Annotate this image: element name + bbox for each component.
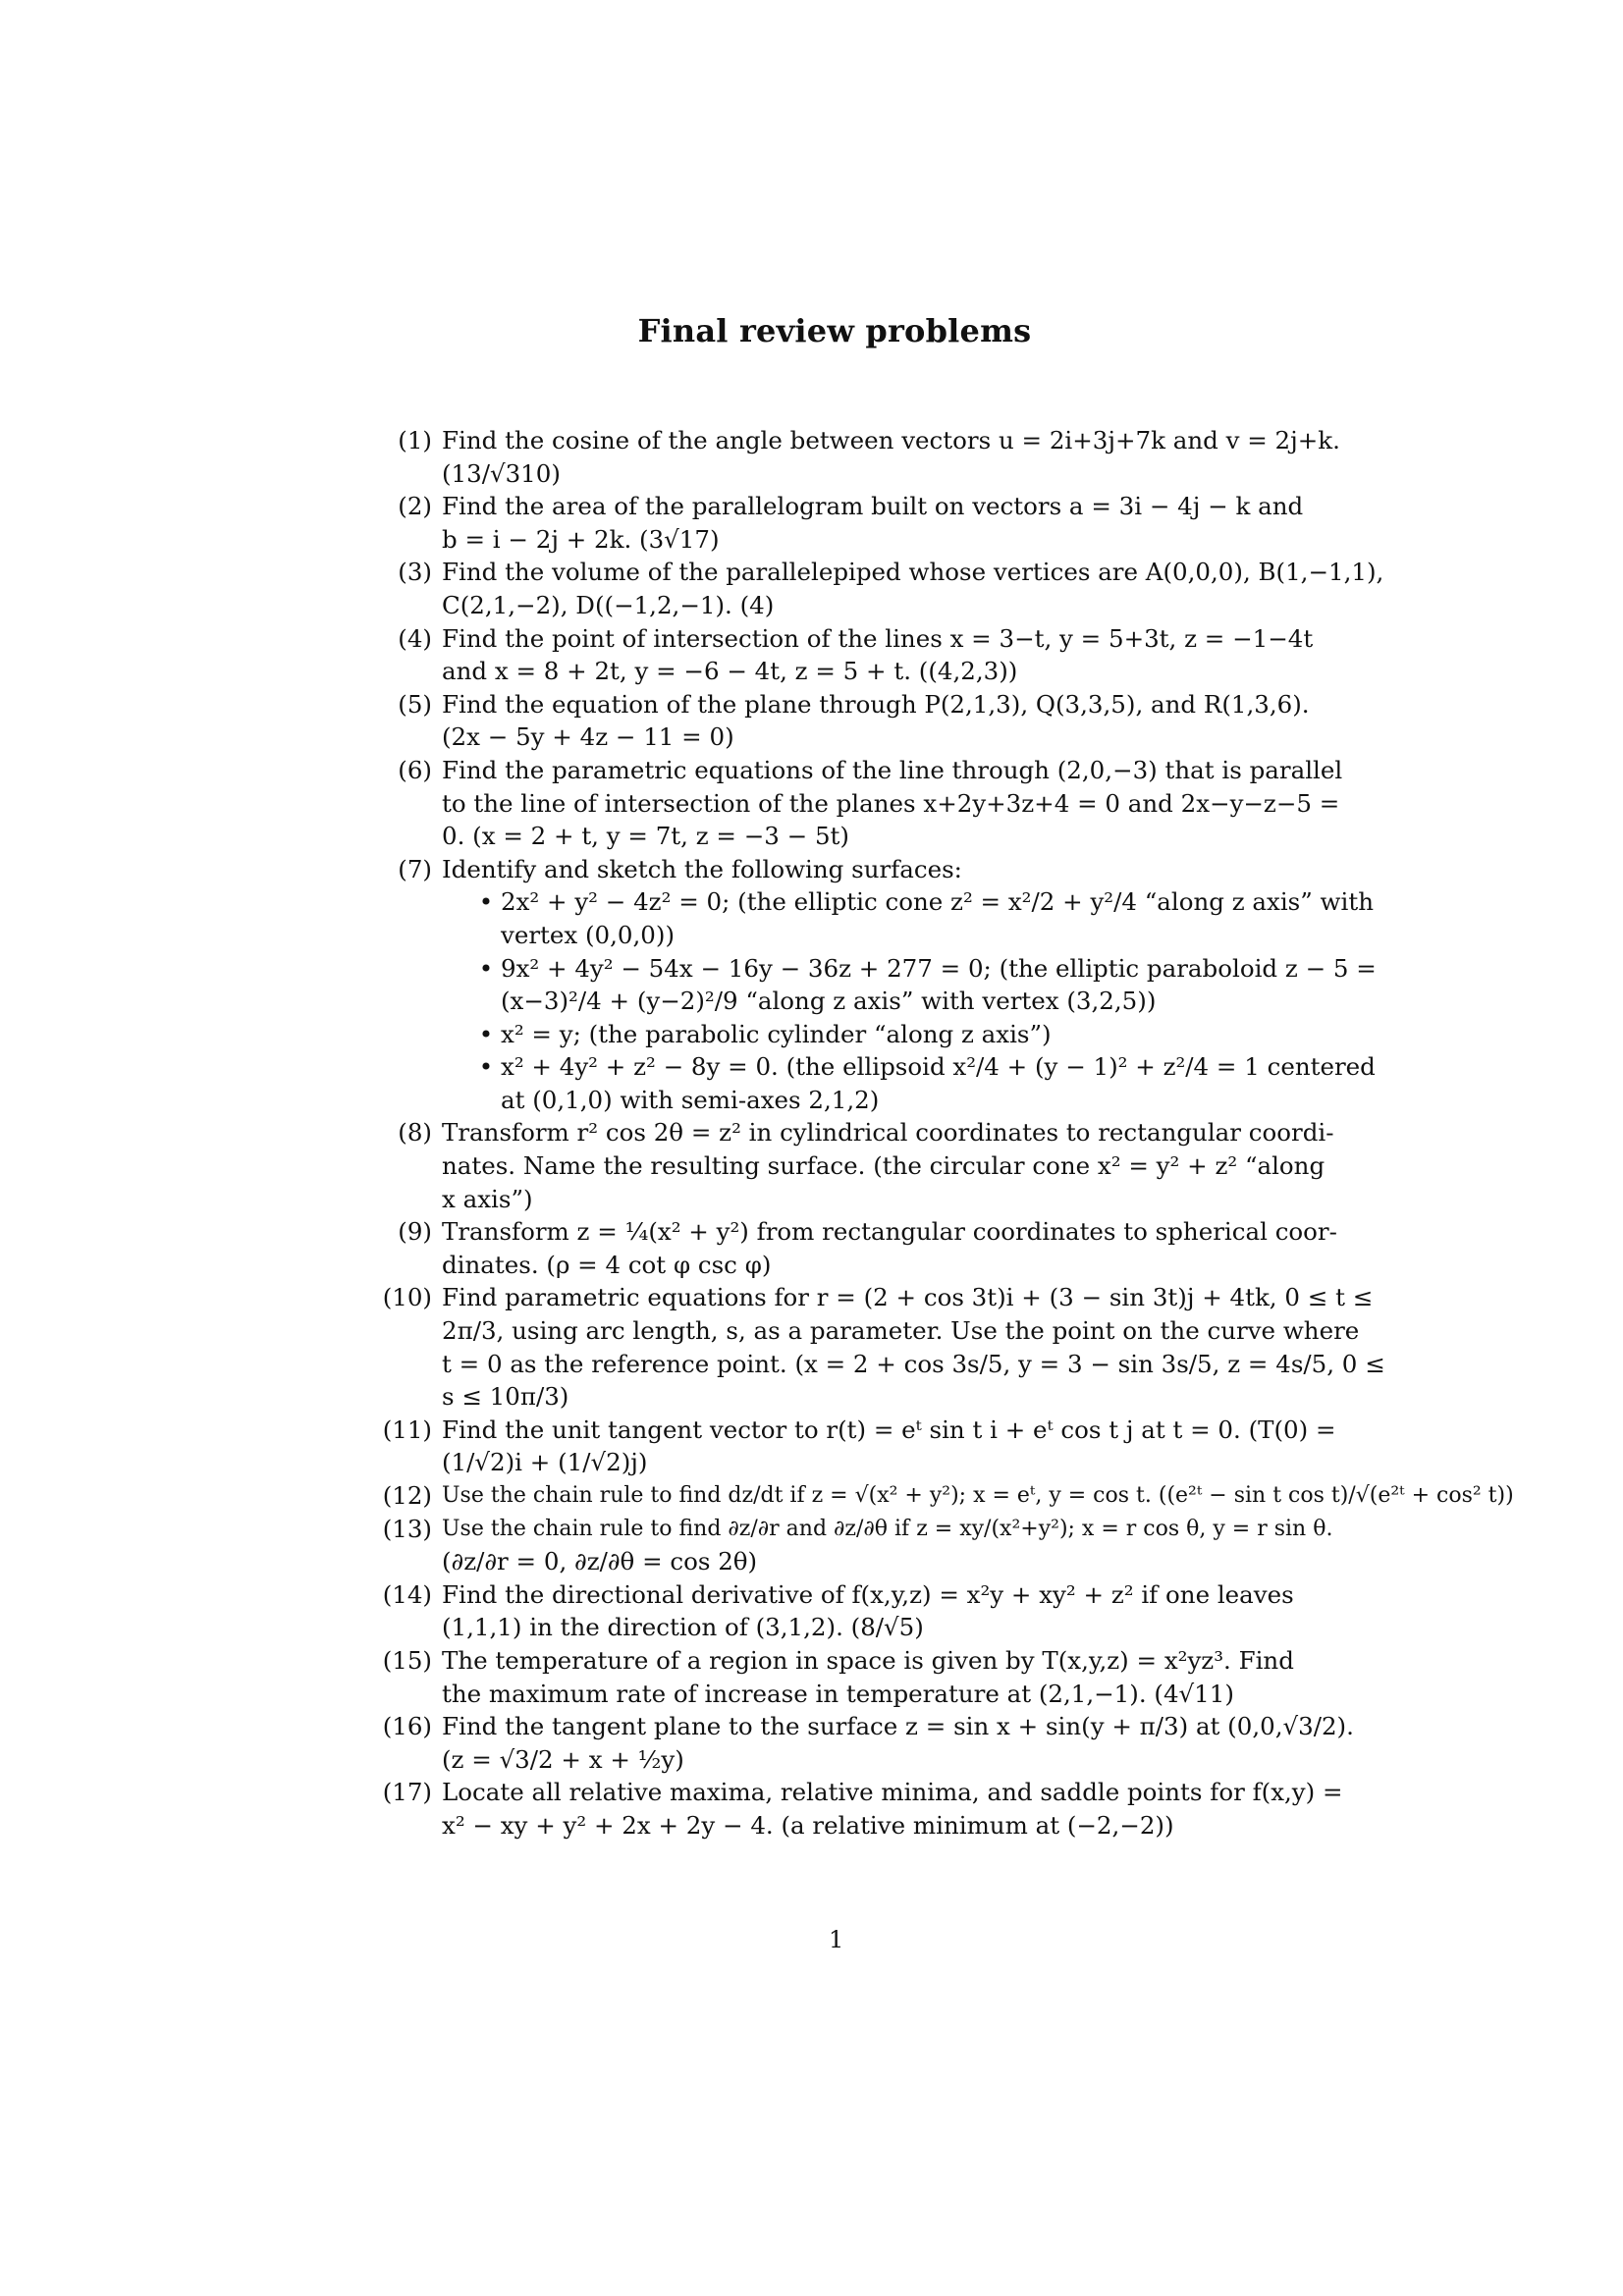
problem-13 [381,1513,1363,1578]
problem-number: (9) [398,1217,432,1247]
problem-number: (13) [382,1514,432,1543]
bullet-item [471,1018,1377,1051]
answer-text: (∂z/∂r = 0, ∂z/∂θ = cos 2θ) [442,1547,758,1576]
problem-text: Find the cosine of the angle between vectors u = 2i+3j+7k and v = 2j+k. [442,426,1340,454]
page-title: Final review problems [637,312,1032,349]
bullet-icon: • [478,1019,494,1048]
bullet-text: x² + 4y² + z² − 8y = 0. (the ellipsoid x²/4 + (y − 1)² + z²/4 = 1 centered [501,1052,1376,1082]
problem-1 [381,424,1363,490]
bullet-text: (x−3)²/4 + (y−2)²/9 “along z axis” with vertex (3,2,5)) [501,987,1157,1016]
page-number: 1 [829,1926,844,1953]
bullet-text: x² = y; (the parabolic cylinder “along z axis”) [501,1019,1052,1048]
bullet-text: 2x² + y² − 4z² = 0; (the elliptic cone z² = x²/2 + y²/4 “along z axis” with [501,887,1374,917]
bullet-icon: • [478,887,494,917]
answer-text: (2x − 5y + 4z − 11 = 0) [442,722,734,752]
problem-number: (16) [382,1712,432,1741]
answer-text: (13/√310) [442,458,561,488]
problem-text: Transform r² cos 2θ = z² in cylindrical coordinates to rectangular coordi- [442,1118,1334,1148]
problem-text: to the line of intersection of the planes x+2y+3z+4 = 0 and 2x−y−z−5 = [442,788,1340,818]
bullet-item [471,1050,1377,1116]
problem-number: (3) [398,558,432,587]
problem-text: the maximum rate of increase in temperature at (2,1,−1). (4√11) [442,1679,1234,1708]
problem-text: and x = 8 + 2t, y = −6 − 4t, z = 5 + t. ((4,2,3)) [442,657,1018,686]
bullet-text: 9x² + 4y² − 54x − 16y − 36z + 277 = 0; (the elliptic paraboloid z − 5 = [501,953,1377,983]
problem-12 [381,1479,1514,1513]
problem-number: (10) [382,1283,432,1312]
problem-text: The temperature of a region in space is given by T(x,y,z) = x²yz³. Find [442,1645,1294,1675]
problem-number: (8) [398,1118,432,1148]
problem-2 [381,490,1363,556]
problem-3 [381,556,1384,621]
problem-text: Find the equation of the plane through P(2,1,3), Q(3,3,5), and R(1,3,6). [442,689,1310,719]
problem-text: x axis”) [442,1184,533,1213]
problem-text: Find the directional derivative of f(x,y,z) = x²y + xy² + z² if one leaves [442,1579,1294,1609]
problem-text: Find the parametric equations of the line through (2,0,−3) that is parallel [442,755,1343,784]
bullet-text: vertex (0,0,0)) [501,920,676,949]
bullet-text: at (0,1,0) with semi-axes 2,1,2) [501,1085,880,1114]
problem-number: (15) [382,1645,432,1675]
problem-text: Transform z = ¼(x² + y²) from rectangular coordinates to spherical coor- [442,1217,1337,1247]
problem-number: (2) [398,492,432,521]
problem-text: Identify and sketch the following surfaces: [442,854,962,883]
problem-5 [381,688,1363,754]
problem-11 [381,1414,1363,1479]
problem-text: b = i − 2j + 2k. (3√17) [442,524,720,554]
problem-text: C(2,1,−2), D((−1,2,−1). (4) [442,590,775,619]
problem-text: Find the unit tangent vector to r(t) = eᵗ sin t i + eᵗ cos t j at t = 0. (T(0) = [442,1415,1336,1444]
bullet-item [471,885,1377,951]
problem-number: (12) [382,1481,432,1510]
problem-7 [381,853,1377,1117]
bullet-item [471,952,1377,1018]
problem-4 [381,622,1363,688]
problem-9 [381,1215,1363,1281]
problem-text: Find the point of intersection of the lines x = 3−t, y = 5+3t, z = −1−4t [442,623,1314,653]
answer-text: (1/√2)i + (1/√2)j) [442,1448,648,1477]
problem-text: 0. (x = 2 + t, y = 7t, z = −3 − 5t) [442,822,849,851]
problem-text: Find parametric equations for r = (2 + cos 3t)i + (3 − sin 3t)j + 4tk, 0 ≤ t ≤ [442,1283,1374,1312]
problem-10 [381,1281,1385,1413]
problem-text: Use the chain rule to find ∂z/∂r and ∂z/∂θ if z = xy/(x²+y²); x = r cos θ, y = r sin θ. [442,1516,1333,1541]
problem-number: (11) [382,1415,432,1444]
problem-6 [381,754,1363,853]
problem-number: (7) [398,854,432,883]
problem-text: Find the area of the parallelogram built on vectors a = 3i − 4j − k and [442,492,1304,521]
problem-14 [381,1578,1363,1644]
problem-number: (6) [398,755,432,784]
problem-text: 2π/3, using arc length, s, as a parameter. Use the point on the curve where [442,1316,1360,1346]
problem-number: (14) [382,1579,432,1609]
bullet-icon: • [478,1052,494,1082]
problem-8 [381,1116,1363,1215]
problem-text: s ≤ 10π/3) [442,1382,569,1412]
problem-text: Use the chain rule to find dz/dt if z = √(x² + y²); x = eᵗ, y = cos t. ((e²ᵗ − sin t cos t)/√(e²ᵗ + cos² t)) [442,1483,1514,1508]
problem-text: Find the tangent plane to the surface z = sin x + sin(y + π/3) at (0,0,√3/2). [442,1712,1354,1741]
problem-number: (4) [398,623,432,653]
problem-text: Locate all relative maxima, relative minima, and saddle points for f(x,y) = [442,1778,1343,1807]
problem-text: t = 0 as the reference point. (x = 2 + cos 3s/5, y = 3 − sin 3s/5, z = 4s/5, 0 ≤ [442,1349,1385,1378]
problem-16 [381,1710,1363,1776]
problem-list [381,424,1514,1842]
problem-17 [381,1776,1363,1842]
bullet-icon: • [478,953,494,983]
problem-15 [381,1644,1363,1710]
problem-text: (1,1,1) in the direction of (3,1,2). (8/√5) [442,1613,924,1642]
problem-number: (1) [398,426,432,454]
problem-text: x² − xy + y² + 2x + 2y − 4. (a relative minimum at (−2,−2)) [442,1810,1174,1840]
problem-number: (5) [398,689,432,719]
problem-text: Find the volume of the parallelepiped whose vertices are A(0,0,0), B(1,−1,1), [442,558,1384,587]
answer-text: (z = √3/2 + x + ½y) [442,1744,684,1774]
problem-text: dinates. (ρ = 4 cot φ csc φ) [442,1250,772,1279]
problem-text: nates. Name the resulting surface. (the circular cone x² = y² + z² “along [442,1151,1325,1181]
problem-number: (17) [382,1778,432,1807]
